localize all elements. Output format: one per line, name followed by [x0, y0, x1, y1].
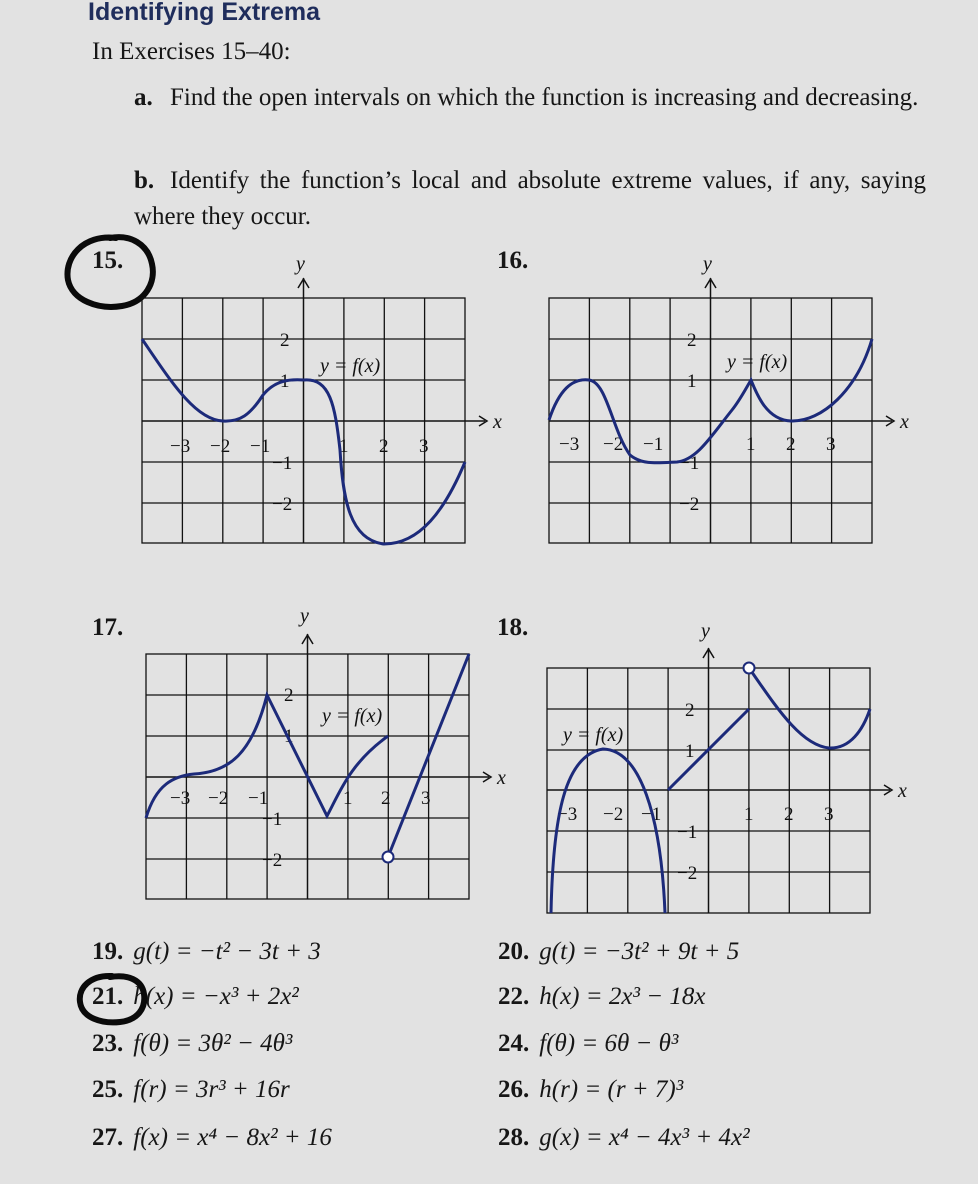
y-tick: −1: [262, 809, 283, 830]
exercise-22: [498, 983, 705, 1011]
instruction-b-label: b.: [134, 167, 155, 194]
y-tick: 1: [280, 371, 290, 392]
exercise-number: 24.: [498, 1030, 530, 1057]
exercise-number: 27.: [92, 1124, 124, 1151]
exercise-16-number: 16.: [497, 247, 529, 274]
instruction-a-text: Find the open intervals on which the function is increasing and decreasing.: [170, 84, 919, 111]
open-endpoint: [383, 852, 394, 863]
x-tick: 3: [826, 434, 836, 455]
curve-label: y = f(x): [320, 355, 381, 377]
y-tick: −2: [272, 494, 293, 515]
graph-15: [130, 250, 500, 550]
exercise-26: [498, 1076, 683, 1104]
x-tick: −1: [250, 436, 271, 457]
x-tick: 1: [343, 788, 353, 809]
y-tick: 2: [687, 330, 697, 351]
instruction-a: [134, 80, 926, 116]
x-tick: 3: [419, 436, 429, 457]
exercise-formula: g(t) = −t² − 3t + 3: [133, 938, 321, 965]
y-tick: 2: [280, 330, 290, 351]
exercise-formula: h(x) = −x³ + 2x²: [133, 983, 299, 1010]
exercise-number: 20.: [498, 938, 530, 965]
x-tick: −2: [603, 434, 624, 455]
x-tick: −1: [248, 788, 269, 809]
x-tick: 2: [786, 434, 796, 455]
y-tick: −1: [679, 453, 700, 474]
exercise-formula: g(x) = x⁴ − 4x³ + 4x²: [539, 1124, 750, 1151]
y-axis-label: y: [296, 253, 305, 275]
exercise-number: 22.: [498, 983, 530, 1010]
x-tick: 3: [824, 804, 834, 825]
x-tick: 1: [744, 804, 754, 825]
x-tick: −3: [170, 788, 191, 809]
exercise-17-number: 17.: [92, 614, 124, 641]
exercise-18-number: 18.: [497, 614, 529, 641]
exercise-number: 28.: [498, 1124, 530, 1151]
instruction-a-label: a.: [134, 84, 153, 111]
x-tick: 3: [421, 788, 431, 809]
y-tick: 1: [284, 726, 294, 747]
y-tick: −2: [262, 850, 283, 871]
exercise-23: [92, 1030, 292, 1058]
exercise-formula: h(x) = 2x³ − 18x: [539, 983, 706, 1010]
y-tick: 2: [284, 685, 294, 706]
y-axis-label: y: [701, 620, 710, 642]
x-tick: 1: [339, 436, 349, 457]
y-tick: 1: [687, 371, 697, 392]
x-axis-label: x: [900, 411, 909, 433]
exercise-formula: f(θ) = 6θ − θ³: [539, 1030, 679, 1057]
y-axis: [703, 648, 714, 913]
x-tick: −3: [557, 804, 578, 825]
instruction-b-text: Identify the function’s local and absolute extreme values, if any, saying where they occur.: [134, 167, 926, 230]
y-tick: −2: [679, 494, 700, 515]
exercise-19: [92, 938, 321, 966]
x-tick: 2: [381, 788, 391, 809]
hand-drawn-circle-21: [72, 970, 152, 1030]
x-tick: −1: [641, 804, 662, 825]
x-tick: −2: [603, 804, 624, 825]
x-tick: 2: [379, 436, 389, 457]
section-heading: Identifying Extrema: [88, 0, 320, 26]
exercise-15-number: 15.: [92, 247, 124, 274]
exercise-formula: f(x) = x⁴ − 8x² + 16: [133, 1124, 332, 1151]
function-curve-right: [749, 668, 870, 748]
x-tick: −2: [210, 436, 231, 457]
intro-text: In Exercises 15–40:: [92, 38, 291, 65]
y-axis-label: y: [703, 253, 712, 275]
curve-label: y = f(x): [563, 724, 624, 746]
exercise-number: 23.: [92, 1030, 124, 1057]
x-tick: 2: [784, 804, 794, 825]
x-tick: −3: [170, 436, 191, 457]
x-axis-label: x: [898, 780, 907, 802]
exercise-number: 19.: [92, 938, 124, 965]
x-tick: 1: [746, 434, 756, 455]
open-endpoint: [744, 663, 755, 674]
exercise-formula: h(r) = (r + 7)³: [539, 1076, 684, 1103]
graph-17: [134, 604, 514, 904]
exercise-24: [498, 1030, 678, 1058]
y-tick: −1: [272, 453, 293, 474]
exercise-27: [92, 1124, 332, 1152]
exercise-28: [498, 1124, 750, 1152]
curve-label: y = f(x): [727, 351, 788, 373]
x-axis-label: x: [497, 767, 506, 789]
exercise-number: 26.: [498, 1076, 530, 1103]
graph-18: [535, 615, 915, 915]
x-tick: −2: [208, 788, 229, 809]
y-axis-label: y: [300, 605, 309, 627]
exercise-20: [498, 938, 739, 966]
exercise-formula: f(θ) = 3θ² − 4θ³: [133, 1030, 293, 1057]
x-axis: [142, 416, 487, 426]
graph-16: [537, 250, 917, 550]
exercise-number: 21.: [92, 983, 124, 1010]
x-tick: −3: [559, 434, 580, 455]
x-axis-label: x: [493, 411, 502, 433]
y-tick: 2: [685, 700, 695, 721]
exercise-number: 25.: [92, 1076, 124, 1103]
curve-label: y = f(x): [322, 705, 383, 727]
x-axis: [547, 785, 892, 795]
exercise-25: [92, 1076, 290, 1104]
y-tick: −2: [677, 863, 698, 884]
y-tick: 1: [685, 741, 695, 762]
exercise-formula: f(r) = 3r³ + 16r: [133, 1076, 290, 1103]
x-tick: −1: [643, 434, 664, 455]
y-tick: −1: [677, 822, 698, 843]
exercise-formula: g(t) = −3t² + 9t + 5: [539, 938, 740, 965]
instruction-b: [134, 163, 926, 235]
